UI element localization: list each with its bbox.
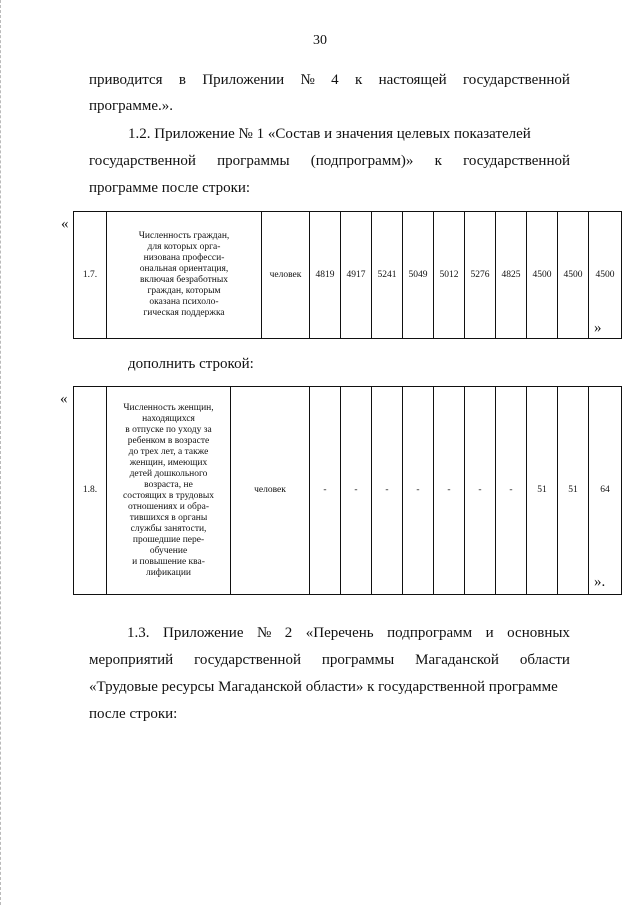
value-cell: 64 bbox=[589, 387, 622, 595]
indicator-description: Численность граждан, для которых орга- низована професси- ональная ориентация, включая безработных граждан, которым оказана психоло- гическая поддержка bbox=[107, 212, 262, 339]
word: 2 bbox=[284, 625, 293, 641]
value-cell: 4500 bbox=[589, 212, 622, 339]
word: Приложение bbox=[162, 625, 244, 641]
word: Приложении bbox=[202, 72, 285, 88]
value-cell: - bbox=[341, 387, 372, 595]
word: государственной bbox=[463, 153, 570, 169]
word: области bbox=[519, 652, 570, 668]
mid-text: дополнить строкой: bbox=[128, 356, 254, 372]
para2-line2 bbox=[89, 650, 570, 670]
word: государственной bbox=[463, 72, 570, 88]
word: основных bbox=[507, 625, 570, 641]
word: и bbox=[485, 625, 494, 641]
para2-line1 bbox=[127, 623, 570, 643]
word: № bbox=[300, 72, 315, 88]
word: (подпрограмм)» bbox=[310, 153, 414, 169]
indicator-table-1 bbox=[73, 211, 622, 339]
value-cell: 4819 bbox=[310, 212, 341, 339]
word: в bbox=[178, 72, 186, 88]
word: № bbox=[256, 625, 272, 641]
value-cell: 5276 bbox=[465, 212, 496, 339]
word: Магаданской bbox=[415, 652, 499, 668]
value-cell: 4917 bbox=[341, 212, 372, 339]
table-row bbox=[74, 212, 622, 339]
value-cell: - bbox=[372, 387, 403, 595]
table-row bbox=[74, 387, 622, 595]
word: 4 bbox=[331, 72, 339, 88]
unit-cell: человек bbox=[231, 387, 310, 595]
value-cell: 51 bbox=[527, 387, 558, 595]
word: к bbox=[434, 153, 442, 169]
table1-close-quote: » bbox=[594, 320, 602, 336]
word: мероприятий bbox=[89, 652, 174, 668]
page-edge-dashed bbox=[0, 0, 3, 905]
word: программы bbox=[217, 153, 290, 169]
para1-line1 bbox=[89, 70, 570, 90]
word: подпрограмм bbox=[387, 625, 473, 641]
para1-line3: 1.2. Приложение № 1 «Состав и значения целевых показателей bbox=[128, 126, 531, 142]
unit-cell: человек bbox=[262, 212, 310, 339]
para1-line5: программе после строки: bbox=[89, 180, 251, 196]
value-cell: 4500 bbox=[558, 212, 589, 339]
value-cell: 5241 bbox=[372, 212, 403, 339]
word: государственной bbox=[89, 153, 196, 169]
table1-open-quote: « bbox=[61, 216, 69, 232]
table2-close-quote: ». bbox=[594, 574, 606, 590]
value-cell: - bbox=[403, 387, 434, 595]
word: к bbox=[355, 72, 363, 88]
value-cell: - bbox=[465, 387, 496, 595]
value-cell: 5012 bbox=[434, 212, 465, 339]
page-number: 30 bbox=[313, 33, 327, 48]
word: приводится bbox=[89, 72, 163, 88]
value-cell: 5049 bbox=[403, 212, 434, 339]
word: государственной bbox=[194, 652, 301, 668]
para2-line3: «Трудовые ресурсы Магаданской области» к государственной программе bbox=[89, 679, 558, 695]
word: 1.3. bbox=[127, 625, 150, 641]
value-cell: - bbox=[310, 387, 341, 595]
word: «Перечень bbox=[305, 625, 374, 641]
indicator-table-2 bbox=[73, 386, 622, 595]
value-cell: 51 bbox=[558, 387, 589, 595]
word: настоящей bbox=[378, 72, 447, 88]
value-cell: - bbox=[496, 387, 527, 595]
para1-line2: программе.». bbox=[89, 98, 173, 114]
para2-line4: после строки: bbox=[89, 706, 178, 722]
value-cell: - bbox=[434, 387, 465, 595]
row-number: 1.8. bbox=[74, 387, 107, 595]
para1-line4 bbox=[89, 151, 570, 171]
indicator-description: Численность женщин, находящихся в отпуске по уходу за ребенком в возрасте до трех лет, а также женщин, имеющих детей дошкольного возраста, не состоящих в трудовых отношениях и обра- тившихся в органы службы занятости, прошедшие пере- обучение и повышение ква- лификации bbox=[107, 387, 231, 595]
table2-open-quote: « bbox=[60, 391, 68, 407]
word: программы bbox=[321, 652, 395, 668]
value-cell: 4825 bbox=[496, 212, 527, 339]
row-number: 1.7. bbox=[74, 212, 107, 339]
value-cell: 4500 bbox=[527, 212, 558, 339]
